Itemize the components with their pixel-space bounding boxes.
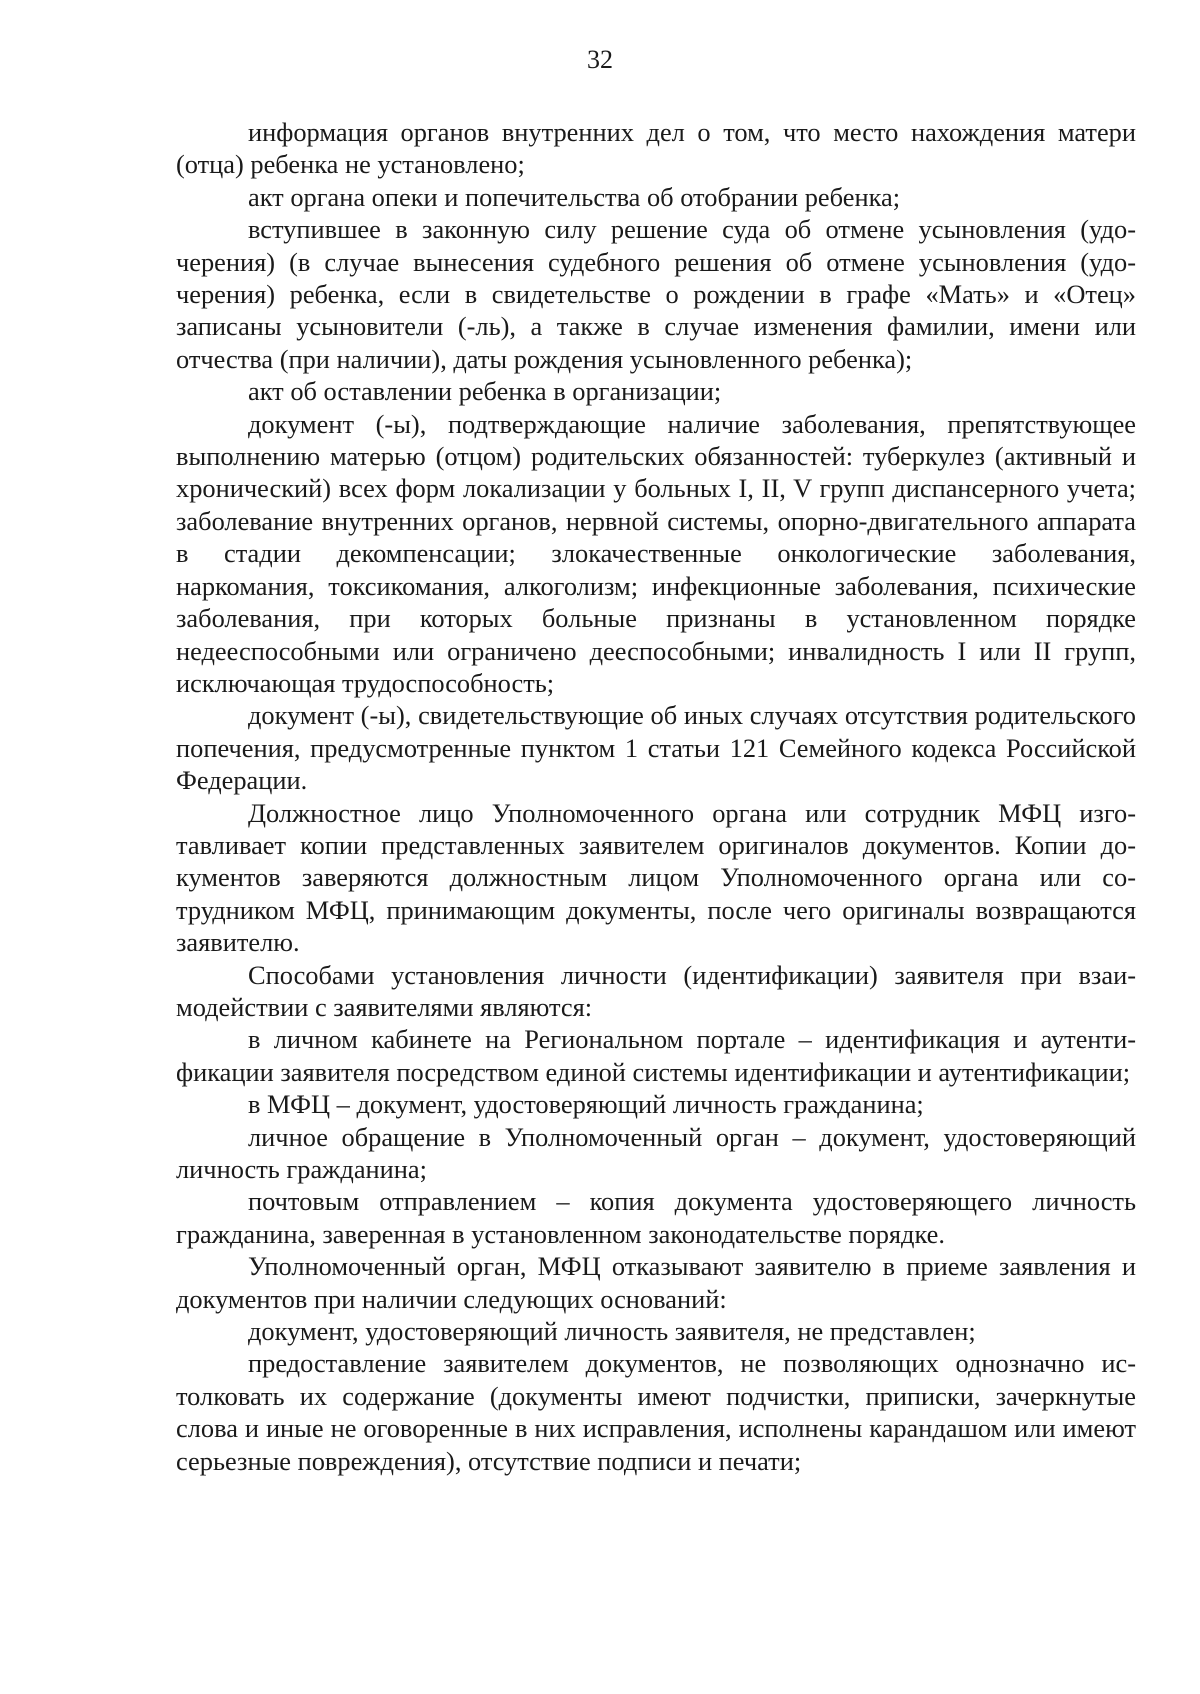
paragraph-no-identity-document: документ, удостоверяющий личность заявителя, не представлен; [248, 1316, 976, 1347]
paragraph-identification-methods: Способами установления личности (идентификации) заявителя при взаимодействии с заявителями являются: [176, 959, 1136, 1022]
paragraph-document-copies: Должностное лицо Уполномоченного органа или сотрудник МФЦ изготавливает копии представленных заявителем оригиналов документов. Копии документов заверяются должностным лицом Уполномоченного органа или сотрудником МФЦ, принимающим документы, после чего оригиналы возвращаются заявителю. [176, 797, 1136, 958]
paragraph-other-cases: документ (-ы), свидетельствующие об иных случаях отсутствия родительского попечения, предусмотренные пунктом 1 статьи 121 Семейного кодекса Российской Федерации. [176, 700, 1136, 796]
paragraph-ambiguous-documents: предоставление заявителем документов, не позволяющих однозначно истолковать их содержание (документы имеют подчистки, приписки, зачеркнутые слова и иные не оговоренные в них исправления, исполнены карандашом или имеют серьезные повреждения), отсутствие подписи и печати; [176, 1348, 1136, 1476]
paragraph-illness-documents: документ (-ы), подтверждающие наличие заболевания, препятствующее выполнению матерью (отцом) родительских обязанностей: туберкулез (активный и хронический) всех форм локализации у больных I, II, V групп диспансерного учета; заболевание внутренних органов, нервной системы, опорно-двигательного аппарата в стадии декомпенсации; злокачественные онкологические заболевания, наркомания, токсикомания, алкоголизм; инфекционные заболевания, психические заболевания, при которых больные признаны в установленном порядке недееспособными или ограничено дееспособными; инвалидность I или II групп, исключающая трудоспособность; [176, 408, 1136, 698]
paragraph-guardianship-act: акт органа опеки и попечительства об отобрании ребенка; [248, 181, 901, 212]
paragraph-portal-identification: в личном кабинете на Региональном портале – идентификация и аутентификации заявителя посредством единой системы идентификации и аутентификации; [176, 1024, 1136, 1087]
paragraph-police-info: информация органов внутренних дел о том, что место нахождения матери (отца) ребенка не установлено; [176, 117, 1136, 180]
paragraph-court-decision: вступившее в законную силу решение суда об отмене усыновления (удочерения) (в случае вынесения судебного решения об отмене усыновления (удочерения) ребенка, если в свидетельстве о рождении в графе «Мать» и «Отец» записаны усыновители (-ль), а также в случае изменения фамилии, имени или отчества (при наличии), даты рождения усыновленного ребенка); [176, 214, 1136, 374]
paragraph-refusal-grounds: Уполномоченный орган, МФЦ отказывают заявителю в приеме заявления и документов при наличии следующих оснований: [176, 1251, 1136, 1314]
paragraph-postal-delivery: почтовым отправлением – копия документа удостоверяющего личность гражданина, заверенная в установленном законодательстве порядке. [176, 1186, 1136, 1249]
page-number: 32 [587, 45, 613, 74]
paragraph-mfc-identification: в МФЦ – документ, удостоверяющий личность гражданина; [248, 1089, 924, 1120]
paragraph-personal-visit: личное обращение в Уполномоченный орган – документ, удостоверяющий личность гражданина; [176, 1121, 1136, 1184]
paragraph-abandonment-act: акт об оставлении ребенка в организации; [248, 376, 722, 407]
document-body [176, 116, 1136, 1477]
